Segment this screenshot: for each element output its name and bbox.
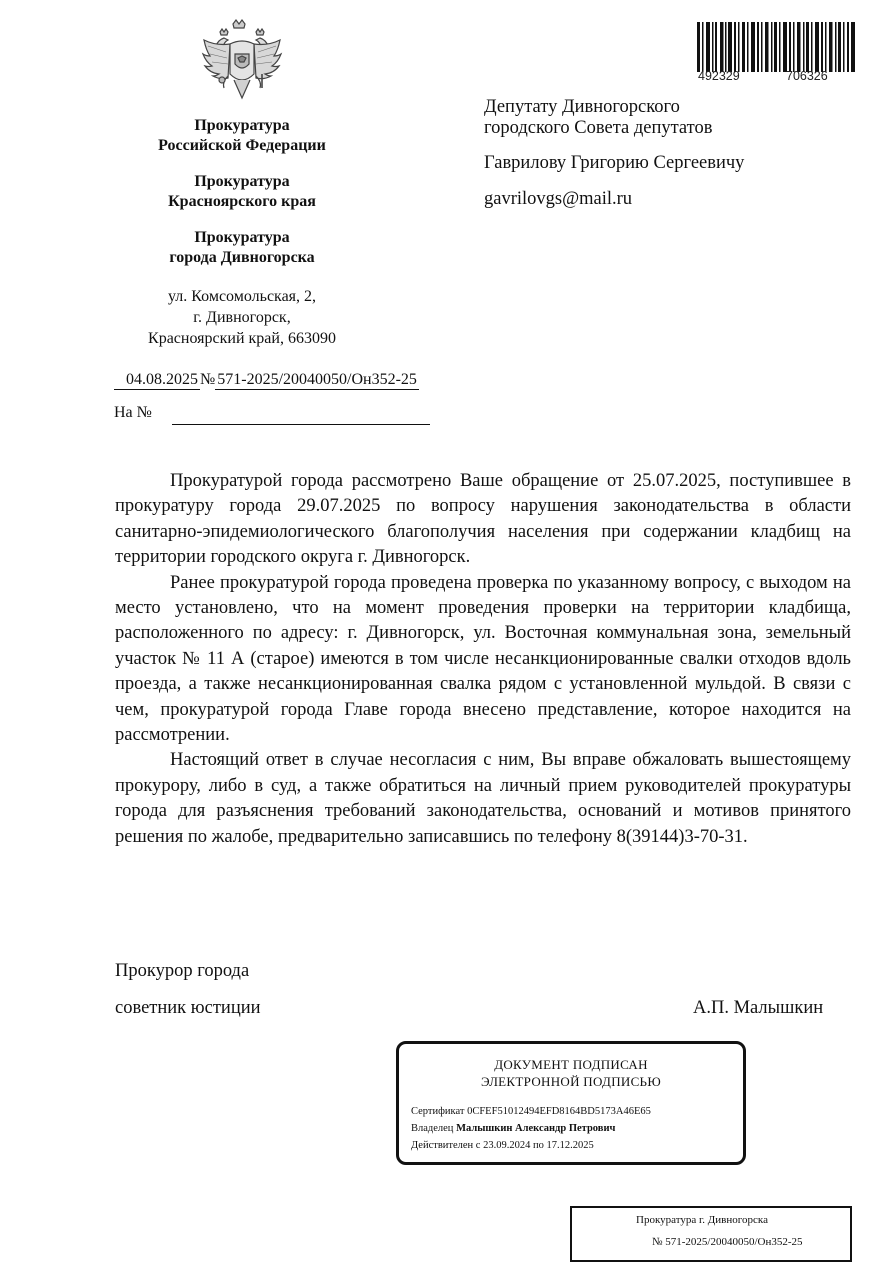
stamp-title-line-1: ДОКУМЕНТ ПОДПИСАН — [494, 1057, 648, 1072]
reply-to-blank-line — [172, 424, 430, 425]
barcode-number-left: 492329 — [698, 69, 740, 83]
stamp-certificate-value: 0CFEF51012494EFD8164BD5173A46E65 — [467, 1106, 651, 1117]
addressee-line-1: Депутату Дивногорского — [484, 97, 680, 117]
registration-box — [570, 1206, 852, 1262]
sender-org-1-line-b: Российской Федерации — [158, 137, 326, 154]
sender-address-line-3: Красноярский край, 663090 — [148, 330, 336, 347]
stamp-owner-value: Малышкин Александр Петрович — [456, 1123, 616, 1134]
sender-org-2-line-a: Прокуратура — [194, 173, 290, 190]
digital-signature-stamp — [396, 1041, 746, 1165]
barcode — [697, 22, 855, 72]
registration-box-number: № 571-2025/20040050/Он352-25 — [652, 1236, 803, 1248]
sender-org-1 — [102, 116, 382, 156]
paragraph-3: Настоящий ответ в случае несогласия с ним, Вы вправе обжаловать вышестоящему прокурору, либо в суд, а также обратиться на личный прием руководителей прокуратуры города для разъяснения требований законодательства, оснований и мотивов принятого решения по жалобе, предварительно записавшись по телефону 8(39144)3-70-31. — [115, 750, 851, 847]
signer-rank: советник юстиции — [115, 998, 261, 1018]
paragraph-2: Ранее прокуратурой города проведена проверка по указанному вопросу, с выходом на место установлено, что на момент проведения проверки на территории кладбища, расположенного по адресу: г. Дивногорск, ул. Восточная коммунальная зона, земельный участок № 11 А (старое) имеются в том числе несанкционированные свалки отходов вдоль проезда, а также несанкционированная свалка рядом с установленной мульдой. В связи с чем, прокуратурой города Главе города внесено представление, которое находится на рассмотрении. — [115, 572, 851, 746]
registration-number: 571-2025/20040050/Он352-25 — [217, 371, 417, 388]
stamp-certificate-label: Сертификат — [411, 1106, 465, 1117]
stamp-title — [399, 1056, 743, 1090]
paragraph-1: Прокуратурой города рассмотрено Ваше обращение от 25.07.2025, поступившее в прокуратуру города 29.07.2025 по вопросу нарушения законодательства в области санитарно-эпидемиологического благополучия населения при содержании кладбищ на территории городского округа г. Дивногорск. — [115, 471, 851, 568]
sender-org-3-line-a: Прокуратура — [194, 229, 290, 246]
registration-box-org: Прокуратура г. Дивногорска — [636, 1214, 768, 1226]
signer-position: Прокурор города — [115, 961, 250, 981]
stamp-valid-to-label: по — [532, 1140, 544, 1151]
barcode-number-right: 706326 — [786, 69, 828, 83]
addressee-email: gavrilovgs@mail.ru — [484, 189, 633, 209]
addressee-position — [484, 97, 713, 139]
letter-body — [115, 469, 851, 850]
addressee-name: Гаврилову Григорию Сергеевичу — [484, 153, 745, 173]
sender-address — [102, 286, 382, 349]
sender-org-3-line-b: города Дивногорска — [169, 249, 315, 266]
stamp-validity — [411, 1140, 594, 1151]
addressee-line-2: городского Совета депутатов — [484, 118, 713, 138]
stamp-owner-label: Владелец — [411, 1123, 454, 1134]
stamp-certificate — [411, 1106, 651, 1117]
sender-address-line-2: г. Дивногорск, — [193, 309, 291, 326]
reply-to-label: На № — [114, 404, 152, 421]
stamp-owner — [411, 1123, 615, 1134]
signer-name: А.П. Малышкин — [693, 998, 824, 1018]
barcode-numbers — [698, 69, 858, 83]
registration-line — [114, 371, 419, 390]
stamp-valid-to: 17.12.2025 — [546, 1140, 594, 1151]
sender-org-2 — [102, 172, 382, 212]
sender-org-3 — [102, 228, 382, 268]
coat-of-arms-emblem — [200, 18, 284, 110]
stamp-valid-from: 23.09.2024 — [483, 1140, 531, 1151]
sender-org-1-line-a: Прокуратура — [194, 117, 290, 134]
registration-date: 04.08.2025 — [114, 371, 200, 390]
registration-number-sign: № — [200, 371, 216, 388]
stamp-valid-label: Действителен с — [411, 1140, 481, 1151]
sender-org-2-line-b: Красноярского края — [168, 193, 316, 210]
stamp-title-line-2: ЭЛЕКТРОННОЙ ПОДПИСЬЮ — [481, 1074, 661, 1089]
sender-address-line-1: ул. Комсомольская, 2, — [167, 288, 317, 305]
